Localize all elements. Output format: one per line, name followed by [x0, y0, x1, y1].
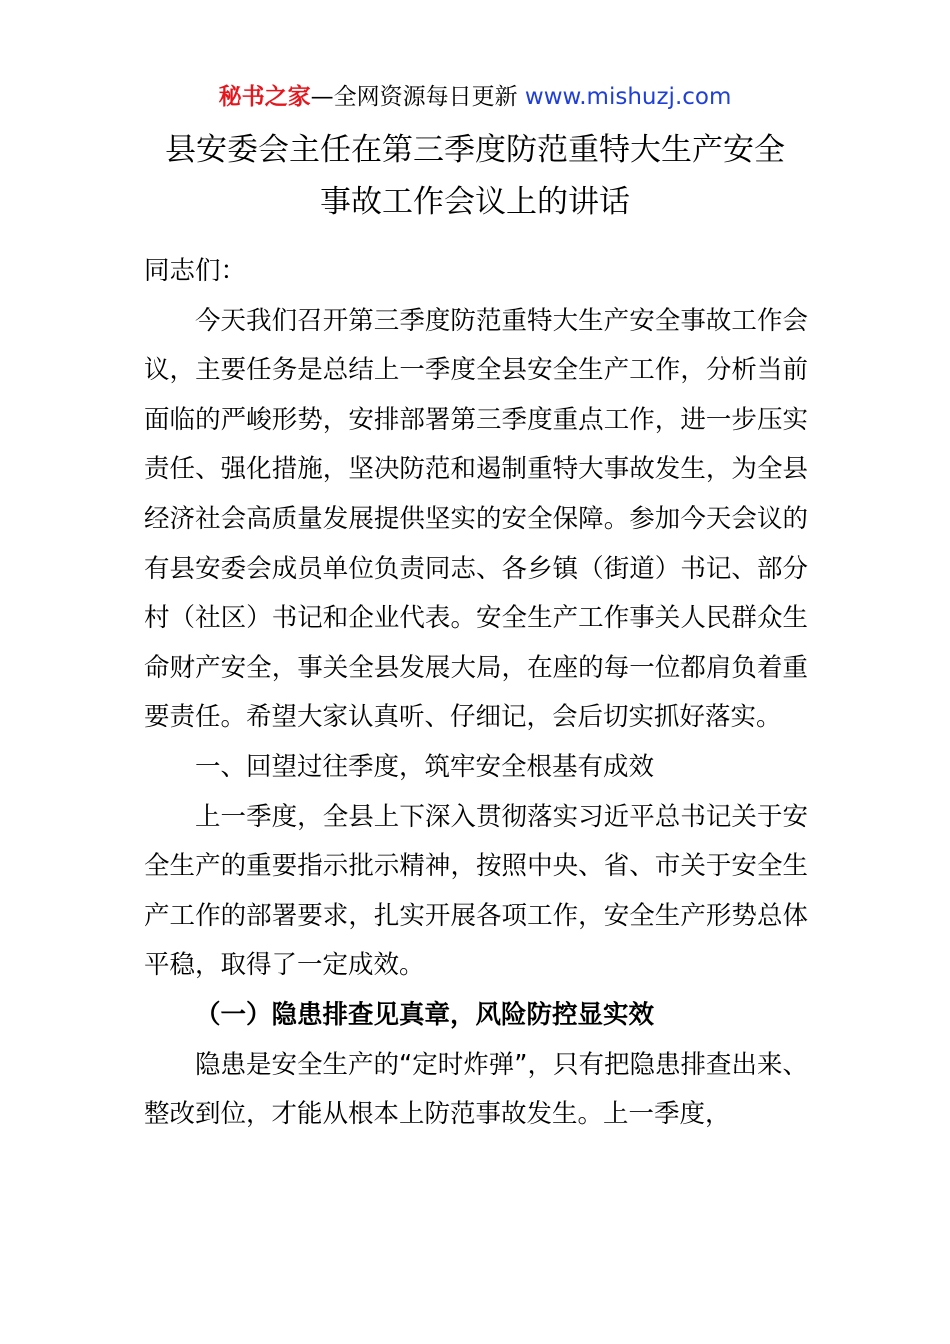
title-line-2: 事故工作会议上的讲话: [320, 184, 630, 220]
document-body: [144, 247, 808, 1140]
banner-brand: 秘书之家: [218, 84, 311, 110]
title-line-1: 县安委会主任在第三季度防范重特大生产安全: [165, 132, 785, 168]
paragraph-hazards: 隐患是安全生产的“定时炸弹”，只有把隐患排查出来、整改到位，才能从根本上防范事故发生。上一季度，: [144, 1049, 808, 1130]
document-title: [0, 124, 950, 228]
section-heading-1: 一、回望过往季度，筑牢安全根基有成效: [195, 751, 655, 782]
subsection-heading-1: （一）隐患排查见真章，风险防控显实效: [195, 999, 655, 1030]
paragraph-summary: 上一季度，全县上下深入贯彻落实习近平总书记关于安全生产的重要指示批示精神，按照中央、省、市关于安全生产工作的部署要求，扎实开展各项工作，安全生产形势总体平稳，取得了一定成效。: [144, 801, 808, 981]
banner-slogan: —全网资源每日更新: [310, 84, 525, 110]
site-banner: [0, 80, 950, 114]
banner-url: www.mishuzj.com: [524, 84, 732, 110]
greeting: 同志们：: [144, 256, 247, 286]
paragraph-intro: 今天我们召开第三季度防范重特大生产安全事故工作会议，主要任务是总结上一季度全县安全生产工作，分析当前面临的严峻形势，安排部署第三季度重点工作，进一步压实责任、强化措施，坚决防范和遏制重特大事故发生，为全县经济社会高质量发展提供坚实的安全保障。参加今天会议的有县安委会成员单位负责同志、各乡镇（街道）书记、部分村（社区）书记和企业代表。安全生产工作事关人民群众生命财产安全，事关全县发展大局，在座的每一位都肩负着重要责任。希望大家认真听、仔细记，会后切实抓好落实。: [144, 305, 808, 733]
